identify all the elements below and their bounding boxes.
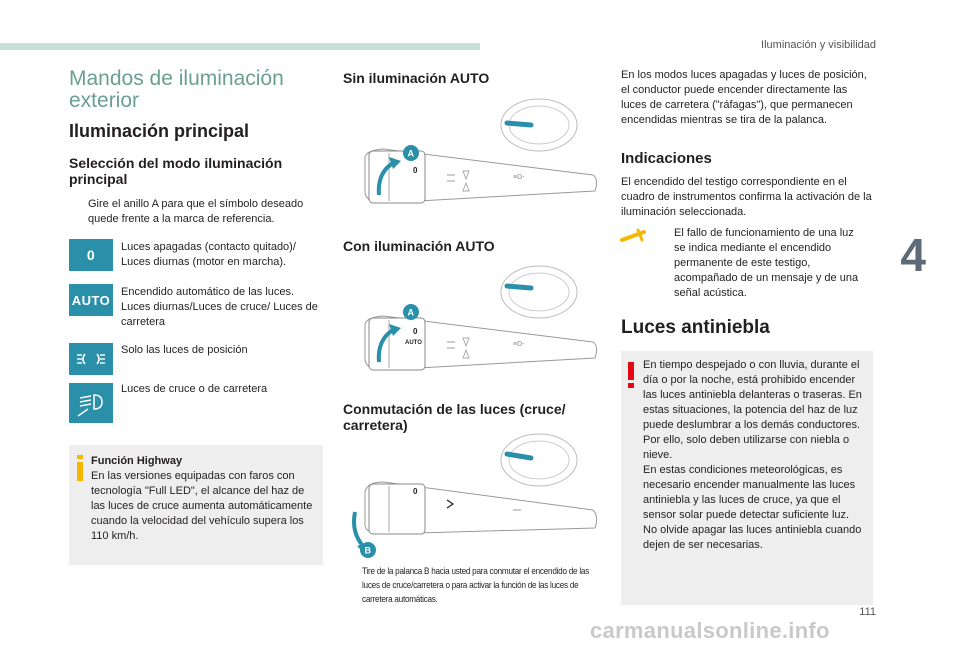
dipped-beam-icon — [69, 383, 113, 423]
figure-caption: Tire de la palanca B hacia usted para conmutar el encendido de las luces de cruce/carretera o para activar la función de las luces de carretera automáticas. — [362, 566, 590, 605]
indications-text: El encendido del testigo correspondiente en el cuadro de instrumentos confirma la activación de la iluminación seleccionada. — [621, 176, 872, 218]
svg-text:≡D-: ≡D- — [513, 341, 525, 348]
heading-beam-switch: Conmutación de las luces (cruce/ carretera) — [343, 401, 566, 433]
page-title: Mandos de iluminación exterior — [69, 67, 284, 112]
stalk-figure-beam — [343, 430, 599, 560]
heading-mode-selection: Selección del modo iluminación principal — [69, 155, 283, 187]
position-lights-icon — [69, 343, 113, 375]
info-icon — [76, 455, 84, 481]
mode-position-text: Solo las luces de posición — [121, 344, 248, 356]
section-title: Iluminación y visibilidad — [761, 39, 876, 51]
warning-exclamation-icon — [627, 362, 635, 388]
stalk-figure-no-auto — [343, 95, 599, 215]
note-title: Función Highway — [91, 455, 183, 467]
zero-mode-icon: 0 — [69, 239, 113, 271]
mode-auto-text: Encendido automático de las luces. Luces diurnas/Luces de cruce/ Luces de carretera — [121, 286, 318, 328]
svg-text:AUTO: AUTO — [405, 340, 422, 346]
instruction-text: Gire el anillo A para que el símbolo deseado quede frente a la marca de referencia. — [88, 198, 304, 225]
fog-text-paragraph: No olvide apagar las luces antiniebla cuando dejen de ser necesarias. — [643, 524, 862, 551]
note-text: En las versiones equipadas con faros con tecnología "Full LED", el alcance del haz de las luces de cruce aumenta automáticamente cuando la velocidad del vehículo supera los 110 km/h. — [91, 470, 313, 542]
svg-text:A: A — [407, 307, 414, 318]
svg-text:≡D-: ≡D- — [513, 174, 525, 181]
heading-indications: Indicaciones — [621, 150, 712, 167]
fog-text-paragraph: En estas condiciones meteorológicas, es necesario encender manualmente las luces antiniebla y las luces de cruce, ya que el sensor solar puede detectar suficiente luz. — [643, 464, 856, 521]
header-bar — [0, 43, 480, 50]
svg-text:0: 0 — [413, 166, 418, 175]
fog-text — [643, 358, 871, 553]
svg-text:0: 0 — [413, 487, 418, 496]
watermark: carmanualsonline.info — [590, 618, 830, 643]
heading-without-auto: Sin iluminación AUTO — [343, 70, 490, 86]
flash-intro-text: En los modos luces apagadas y luces de posición, el conductor puede encender directamente las luces de carretera ("ráfagas"), que permanecen encendidas mientras se tira de la palanca. — [621, 69, 867, 126]
subtitle-main-lighting: Iluminación principal — [69, 121, 250, 141]
page-number: 111 — [859, 606, 876, 618]
svg-text:B: B — [364, 545, 371, 556]
fault-text: El fallo de funcionamiento de una luz se indica mediante el encendido permanente de este testigo, acompañado de un mensaje y de una señal acústica. — [674, 227, 859, 299]
fog-text-paragraph: En tiempo despejado o con lluvia, durante el día o por la noche, está prohibido encender las luces antiniebla delanteras o traseras. En estas situaciones, la potencia del haz de luz puede deslumbrar a los demás conductores. Por ello, solo deben utilizarse con niebla o nieve. — [643, 359, 862, 461]
stalk-figure-auto — [343, 262, 599, 382]
heading-with-auto: Con iluminación AUTO — [343, 238, 495, 254]
auto-mode-icon: AUTO — [69, 284, 113, 316]
heading-fog-lights: Luces antiniebla — [621, 317, 770, 338]
svg-text:0: 0 — [413, 327, 418, 336]
mode-dipped-text: Luces de cruce o de carretera — [121, 383, 268, 395]
svg-text:A: A — [407, 148, 414, 159]
mode-off-text: Luces apagadas (contacto quitado)/ Luces diurnas (motor en marcha). — [121, 241, 296, 268]
chapter-number: 4 — [900, 229, 926, 281]
fault-warning-lamp-icon — [620, 228, 646, 244]
